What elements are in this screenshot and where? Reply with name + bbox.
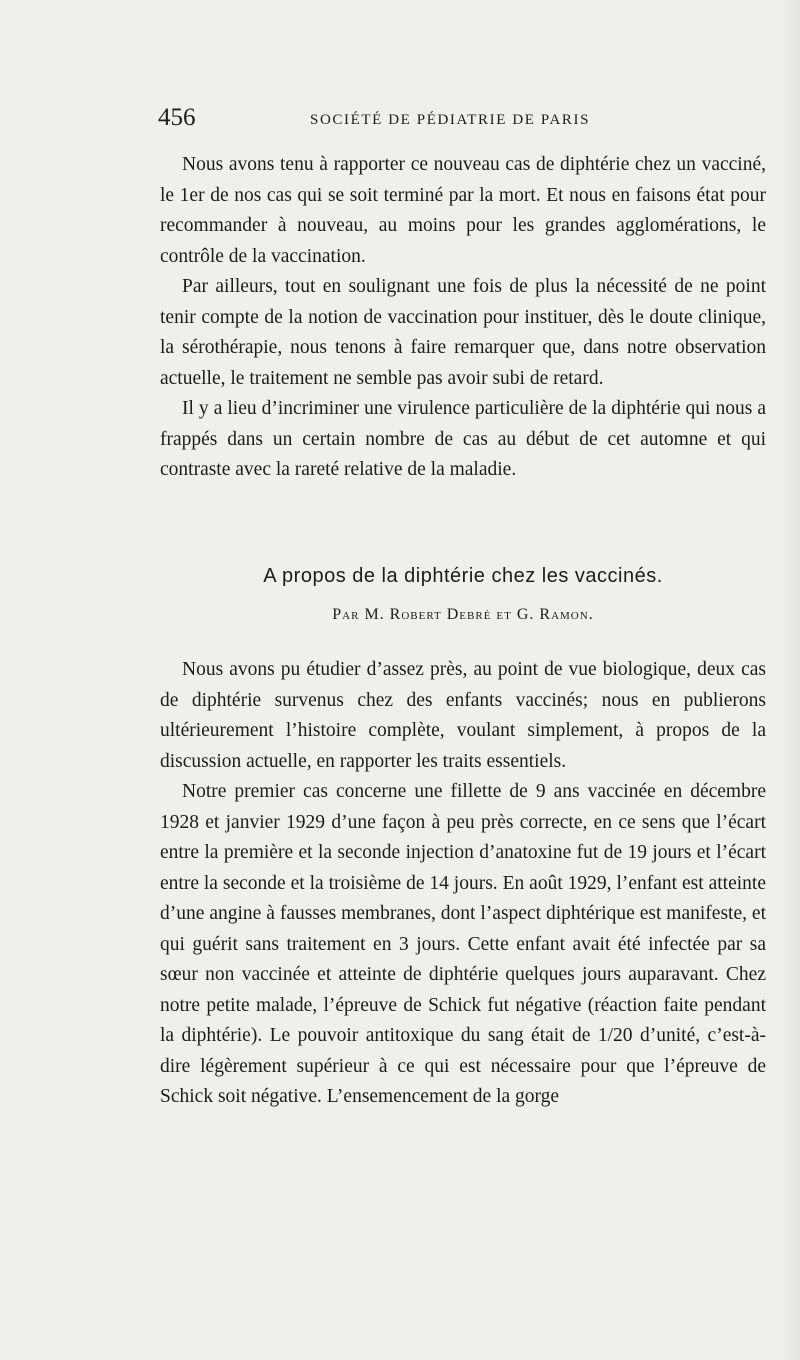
page-header: [158, 104, 768, 140]
paragraph: Notre premier cas concerne une fillette de 9 ans vaccinée en décembre 1928 et janvier 1929 d’une façon à peu près correcte, en ce sens que l’écart entre la première et la seconde injection d’anatoxine fut de 19 jours et l’écart entre la seconde et la troisième de 14 jours. En août 1929, l’enfant est atteinte d’une angine à fausses membranes, dont l’aspect diphtérique est manifeste, et qui guérit sans traitement en 3 jours. Cette enfant avait été infectée par sa sœur non vaccinée et atteinte de diphtérie quelques jours auparavant. Chez notre petite malade, l’épreuve de Schick fut négative (réaction faite pendant la diphtérie). Le pouvoir antitoxique du sang était de 1/20 d’unité, c’est-à-dire légèrement supérieur à ce qui est nécessaire pour que l’épreuve de Schick soit négative. L’ensemencement de la gorge: [160, 781, 766, 1107]
page-edge-shadow: [782, 0, 800, 1360]
paragraph: Par ailleurs, tout en soulignant une fois de plus la nécessité de ne point tenir compte de la notion de vaccination pour instituer, dès le doute clinique, la sérothérapie, nous tenons à faire remarquer que, dans notre observation actuelle, le traitement ne semble pas avoir subi de retard.: [160, 276, 766, 389]
previous-article-text: [160, 150, 766, 486]
paragraph: Nous avons pu étudier d’assez près, au point de vue biologique, deux cas de diphtérie survenus chez des enfants vaccinés; nous en publierons ultérieurement l’histoire complète, voulant simplement, à propos de la discussion actuelle, en rapporter les traits essentiels.: [160, 659, 766, 772]
paragraph: Il y a lieu d’incriminer une virulence particulière de la diphtérie qui nous a frappés dans un certain nombre de cas au début de cet automne et qui contraste avec la rareté relative de la maladie.: [160, 398, 766, 480]
article-byline: Par M. Robert Debré et G. Ramon.: [332, 606, 594, 623]
article-title: A propos de la diphtérie chez les vaccinés.: [263, 565, 663, 587]
article-body: [160, 655, 766, 1113]
paragraph: Nous avons tenu à rapporter ce nouveau cas de diphtérie chez un vacciné, le 1er de nos cas qui se soit terminé par la mort. Et nous en faisons état pour recommander à nouveau, au moins pour les grandes agglomérations, le contrôle de la vaccination.: [160, 154, 766, 267]
page-number: 456: [158, 104, 196, 131]
running-title: SOCIÉTÉ DE PÉDIATRIE DE PARIS: [310, 112, 591, 128]
